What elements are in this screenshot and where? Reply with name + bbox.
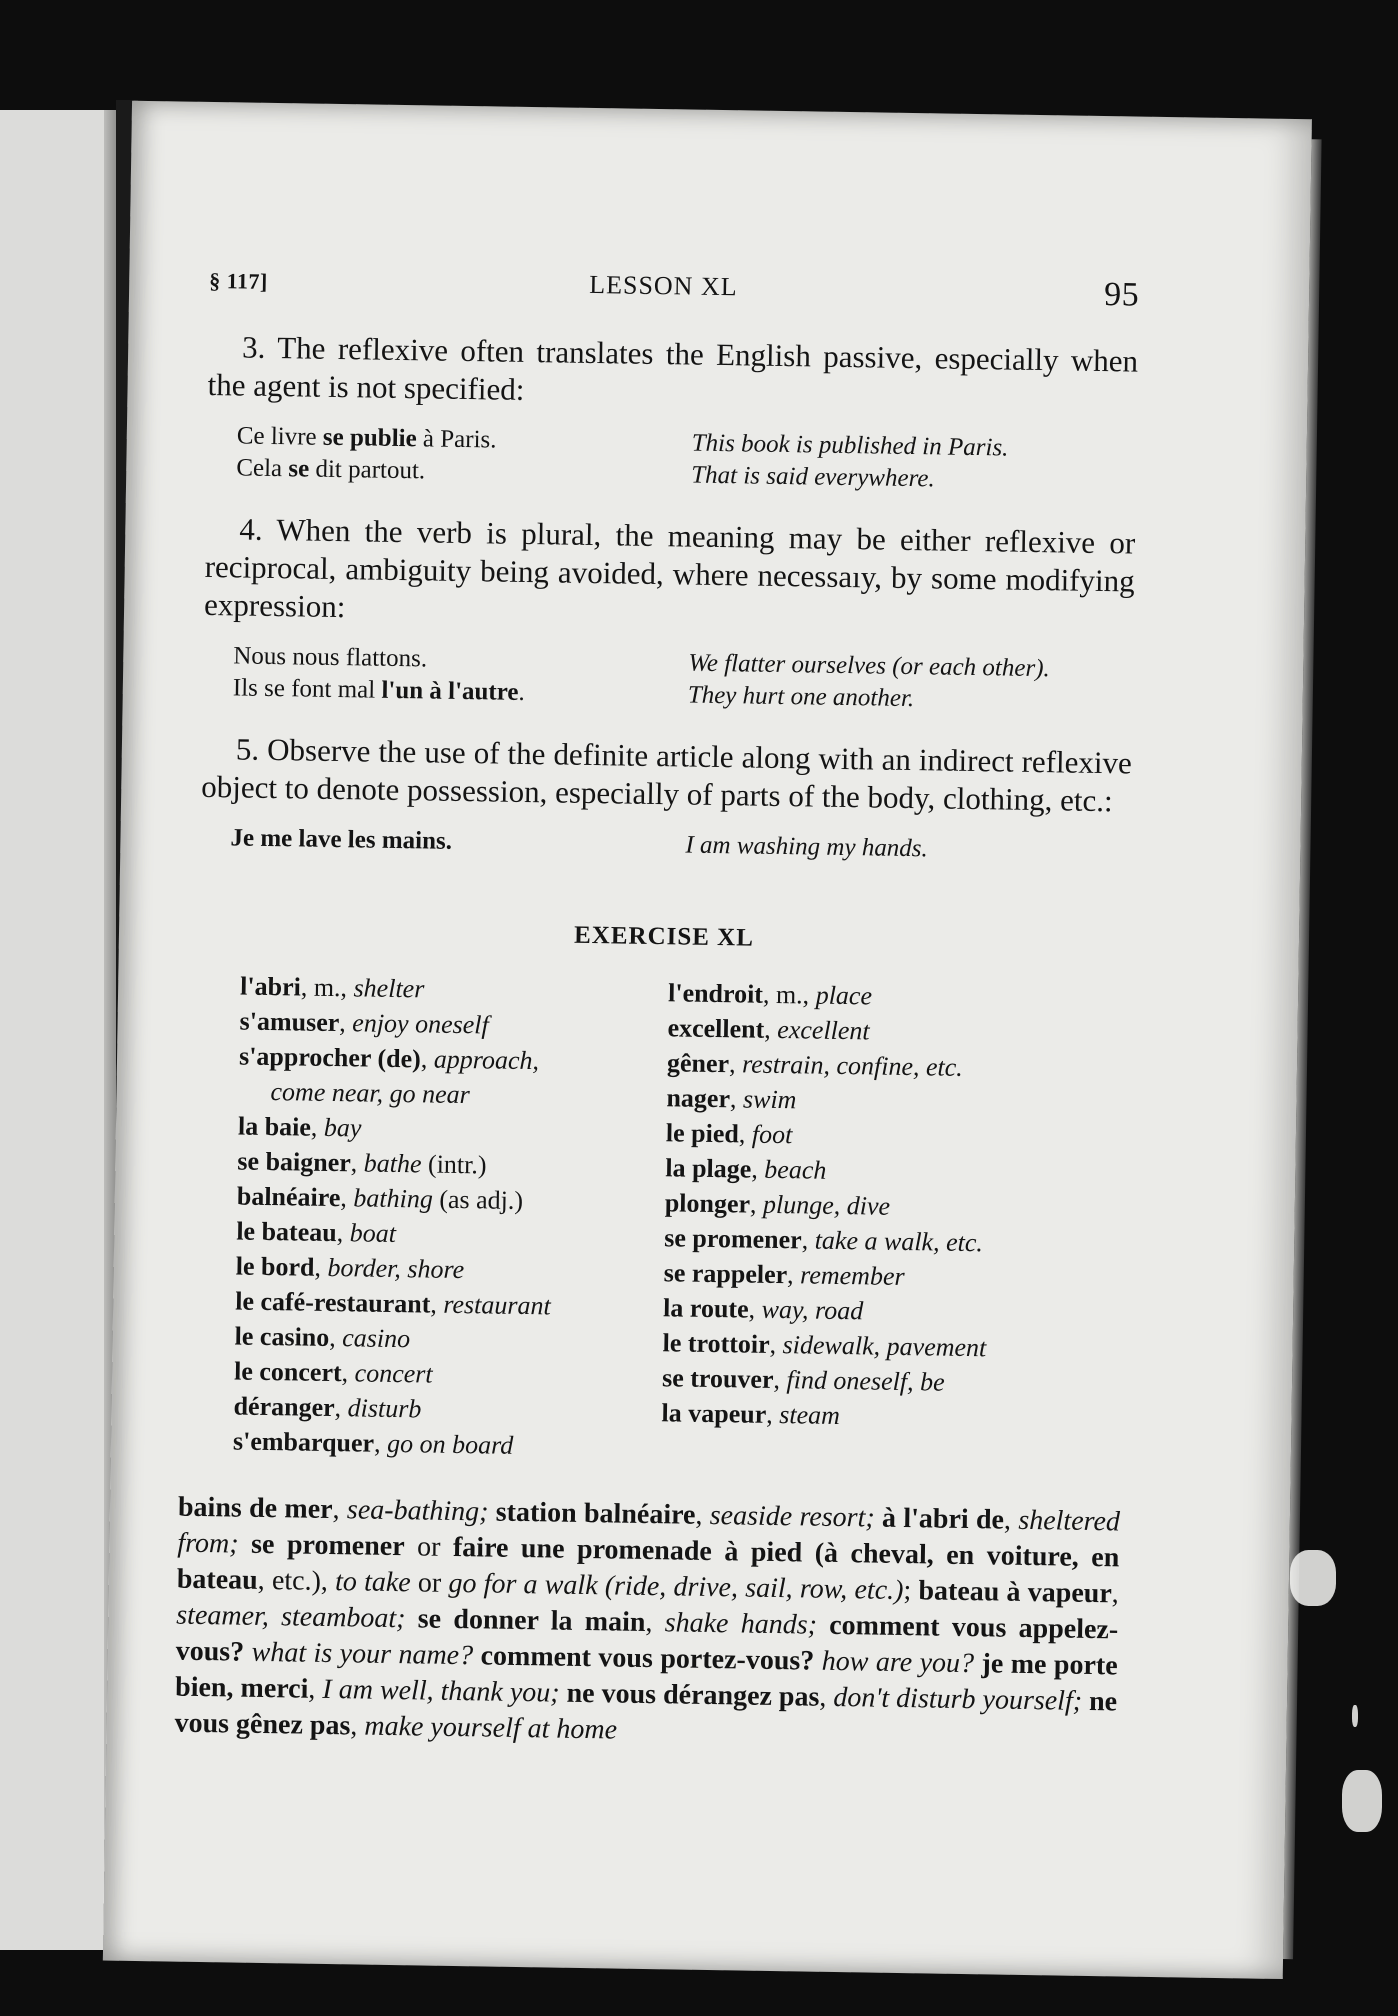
idiom-meaning: how are you?	[821, 1645, 975, 1680]
entry-word: le concert	[233, 1356, 342, 1388]
entry-meaning: swim	[742, 1084, 797, 1115]
idiom-connector: , etc.),	[257, 1564, 336, 1598]
example-english: We flatter ourselves (or each other).	[688, 649, 1050, 683]
entry-word: s'approcher (de)	[238, 1041, 422, 1074]
entry-meaning: take a walk, etc.	[814, 1225, 984, 1258]
entry-meaning: way, road	[761, 1294, 864, 1326]
entry-word: le bord	[235, 1251, 315, 1282]
idiom-connector: ,	[1111, 1578, 1119, 1610]
idiom-connector: ,	[308, 1673, 323, 1705]
entry-grammar: ,	[748, 1294, 762, 1324]
entry-grammar: ,	[738, 1119, 753, 1149]
entry-word: le café-restaurant	[235, 1286, 431, 1319]
entry-word: se trouver	[661, 1363, 774, 1394]
entry-word: se rappeler	[663, 1258, 788, 1290]
example-french-pre: Nous nous flattons.	[233, 642, 428, 673]
edge-speck	[1290, 1550, 1336, 1606]
entry-grammar: ,	[336, 1218, 350, 1248]
example-french	[233, 672, 688, 711]
entry-meaning: casino	[342, 1323, 411, 1354]
idiom-connector: or	[410, 1567, 449, 1599]
left-page-edge	[0, 110, 118, 1950]
idiom-french: je me porte bien, merci	[174, 1648, 1118, 1705]
idiom-meaning: shake hands;	[664, 1607, 818, 1641]
entry-grammar: ,	[340, 1183, 354, 1213]
vocabulary-entry	[661, 1395, 1121, 1437]
paragraph-number: 5.	[235, 731, 260, 767]
example-french-post: dit partout.	[309, 455, 426, 485]
entry-word: le bateau	[236, 1216, 337, 1248]
idiom-french: bains de mer	[177, 1491, 333, 1526]
entry-meaning: concert	[354, 1358, 433, 1389]
entry-grammar: ,	[430, 1289, 444, 1319]
idiom-french: se donner la main	[417, 1603, 646, 1638]
entry-meaning: bay	[323, 1112, 362, 1143]
idiom-connector: ,	[645, 1606, 665, 1639]
entry-grammar: ,	[773, 1364, 787, 1395]
idiom-meaning: to take	[334, 1566, 411, 1599]
grammar-paragraph	[201, 730, 1132, 821]
entry-meaning: come near, go near	[270, 1077, 471, 1110]
idiom-connector	[405, 1603, 418, 1634]
entry-grammar: ,	[314, 1252, 328, 1282]
example-french-bold: se	[288, 455, 310, 483]
entry-grammar: ,	[749, 1189, 764, 1219]
entry-grammar: , m.,	[300, 972, 354, 1003]
example-english: I am washing my hands.	[685, 831, 928, 863]
entry-note: (intr.)	[421, 1149, 487, 1180]
paragraph-number: 4.	[239, 511, 263, 547]
idiom-meaning: sea-bathing;	[346, 1494, 489, 1528]
entry-word: le trottoir	[662, 1328, 770, 1359]
example-english: They hurt one another.	[687, 681, 915, 713]
entry-meaning: enjoy oneself	[352, 1008, 489, 1040]
entry-word: l'endroit	[667, 978, 764, 1009]
entry-word: s'amuser	[239, 1006, 340, 1038]
entry-meaning: excellent	[777, 1014, 870, 1046]
running-head	[209, 262, 1140, 333]
entry-word: le pied	[665, 1118, 740, 1149]
entry-meaning: restrain, confine, etc.	[741, 1049, 964, 1082]
paragraph-text: Observe the use of the definite article along with an indirect reflexive object to denote possession, especially of parts of the body, clothing, etc.:	[201, 731, 1133, 819]
vocabulary-right-column	[661, 975, 1129, 1472]
entry-word: la baie	[237, 1111, 312, 1142]
entry-meaning: find oneself, be	[786, 1365, 945, 1397]
example-french-post: .	[518, 678, 525, 706]
edge-speck	[1342, 1770, 1382, 1832]
idiom-meaning: I am well, thank you;	[322, 1673, 560, 1709]
edge-speck	[1352, 1705, 1358, 1727]
idiom-french: ne vous gênez pas	[174, 1685, 1118, 1742]
entry-grammar: , m.,	[762, 979, 816, 1010]
entry-grammar: ,	[786, 1260, 801, 1290]
section-mark: § 117]	[209, 267, 269, 294]
vocabulary-entry	[233, 1423, 661, 1465]
entry-grammar: ,	[764, 1014, 778, 1044]
example-french-bold: se publie	[322, 423, 417, 453]
entry-grammar: ,	[341, 1358, 355, 1388]
idiom-meaning: go for a walk (ride, drive, sail, row, etc.)	[448, 1567, 904, 1607]
idiom-connector: ,	[819, 1681, 834, 1713]
book-page	[103, 101, 1312, 1979]
entry-word: se baigner	[237, 1146, 352, 1178]
example-pairs	[236, 420, 1137, 498]
entry-meaning: remember	[799, 1260, 905, 1292]
entry-word: la plage	[665, 1153, 752, 1184]
entry-meaning: sidewalk, pavement	[782, 1330, 987, 1363]
idiom-french: à l'abri de	[881, 1502, 1005, 1536]
grammar-paragraphs	[200, 328, 1138, 869]
idiom-french: se promener	[250, 1528, 405, 1563]
page-edge-shadow	[1283, 139, 1322, 1959]
entry-word: balnéaire	[236, 1181, 341, 1213]
idiom-connector: ,	[350, 1710, 365, 1742]
entry-meaning: shelter	[353, 973, 425, 1004]
idiom-connector: ,	[1003, 1504, 1019, 1536]
entry-grammar: ,	[350, 1148, 365, 1178]
entry-meaning: plunge, dive	[762, 1189, 891, 1221]
idiom-meaning: steamer, steamboat;	[176, 1599, 406, 1635]
vocabulary-left-column	[233, 969, 669, 1466]
paragraph-text: The reflexive often translates the English passive, especially when the agent is not specified:	[207, 330, 1139, 407]
entry-grammar: ,	[801, 1225, 815, 1255]
entry-word: excellent	[667, 1013, 765, 1044]
vocabulary-list	[233, 969, 1129, 1473]
entry-meaning: beach	[764, 1154, 827, 1185]
idiom-meaning: make yourself at home	[364, 1710, 618, 1746]
idiom-meaning: sheltered from;	[177, 1504, 1121, 1560]
entry-grammar: ,	[769, 1329, 783, 1360]
idiom-french: comment vous appelez-vous?	[175, 1609, 1119, 1668]
page-content	[174, 262, 1140, 1756]
entry-meaning: bathe	[363, 1148, 422, 1179]
idiom-french: bateau à vapeur	[918, 1575, 1113, 1610]
example-french-pre: Ils se font mal	[232, 674, 382, 704]
entry-grammar: ,	[728, 1049, 743, 1079]
example-french	[230, 822, 685, 861]
entry-meaning: steam	[779, 1400, 841, 1431]
entry-grammar: ,	[373, 1428, 388, 1458]
entry-grammar: ,	[339, 1008, 353, 1038]
grammar-paragraph	[204, 510, 1136, 639]
grammar-paragraph	[207, 328, 1138, 419]
entry-meaning: go on board	[386, 1428, 514, 1460]
entry-word: gêner	[666, 1048, 730, 1079]
entry-word: le casino	[234, 1321, 330, 1352]
example-english: That is said everywhere.	[691, 461, 935, 493]
example-french	[236, 452, 691, 491]
entry-note: (as adj.)	[432, 1184, 524, 1216]
idiom-connector: ,	[695, 1499, 711, 1531]
entry-word: se promener	[664, 1223, 802, 1255]
idiom-connector: ,	[332, 1494, 348, 1526]
example-french-bold: l'un à l'autre	[381, 676, 519, 706]
entry-meaning: place	[815, 980, 873, 1011]
entry-word: la route	[662, 1293, 749, 1324]
page-number: 95	[1103, 276, 1140, 314]
entry-meaning: restaurant	[443, 1289, 551, 1321]
idiom-meaning: what is your name?	[251, 1636, 474, 1672]
idiom-connector: or	[404, 1531, 454, 1563]
example-french-pre: Cela	[236, 454, 289, 483]
entry-meaning: bathing	[353, 1183, 434, 1214]
idiom-connector: ;	[903, 1575, 919, 1607]
entry-word: déranger	[233, 1391, 335, 1423]
idiom-french: ne vous dérangez pas	[566, 1677, 820, 1713]
entry-word: plonger	[664, 1188, 751, 1219]
entry-grammar: ,	[420, 1044, 435, 1074]
example-french-bold: Je me lave les mains.	[230, 824, 453, 855]
example-pairs	[233, 640, 1134, 718]
entry-grammar: ,	[766, 1399, 780, 1430]
entry-word: l'abri	[239, 971, 302, 1002]
entry-meaning: disturb	[347, 1393, 422, 1424]
entry-meaning: border, shore	[327, 1252, 465, 1285]
entry-meaning: approach,	[433, 1044, 540, 1076]
entry-grammar: ,	[751, 1154, 765, 1184]
idiom-connector	[238, 1529, 251, 1560]
entry-grammar: ,	[334, 1393, 348, 1423]
idiom-french: station balnéaire	[495, 1496, 696, 1531]
entry-word: la vapeur	[661, 1398, 767, 1429]
example-french-pre: Ce livre	[236, 422, 324, 451]
entry-grammar: ,	[329, 1322, 343, 1353]
example-french-post: à Paris.	[416, 425, 497, 454]
example-pairs	[230, 822, 1130, 868]
entry-grammar: ,	[310, 1112, 325, 1142]
entry-meaning: boat	[349, 1218, 397, 1249]
idiom-french: comment vous portez-vous?	[480, 1640, 815, 1677]
exercise-title: EXERCISE XL	[573, 921, 755, 952]
paragraph-text: When the verb is plural, the meaning may be either reflexive or reciprocal, ambiguity being avoided, where necessaıy, by some modifying expression:	[203, 512, 1136, 625]
lesson-title: LESSON XL	[589, 269, 738, 302]
entry-grammar: ,	[729, 1084, 744, 1114]
entry-meaning: foot	[751, 1119, 793, 1150]
idioms-paragraph	[174, 1490, 1120, 1757]
example-english: This book is published in Paris.	[691, 429, 1009, 462]
entry-word: s'embarquer	[232, 1426, 375, 1458]
idiom-connector	[817, 1610, 830, 1641]
idiom-meaning: don't disturb yourself;	[833, 1681, 1083, 1717]
entry-word: nager	[666, 1083, 731, 1114]
idiom-french: faire une promenade à pied (à cheval, en voiture, en bateau	[176, 1531, 1120, 1596]
paragraph-number: 3.	[241, 329, 266, 365]
idiom-meaning: seaside resort;	[709, 1499, 875, 1534]
